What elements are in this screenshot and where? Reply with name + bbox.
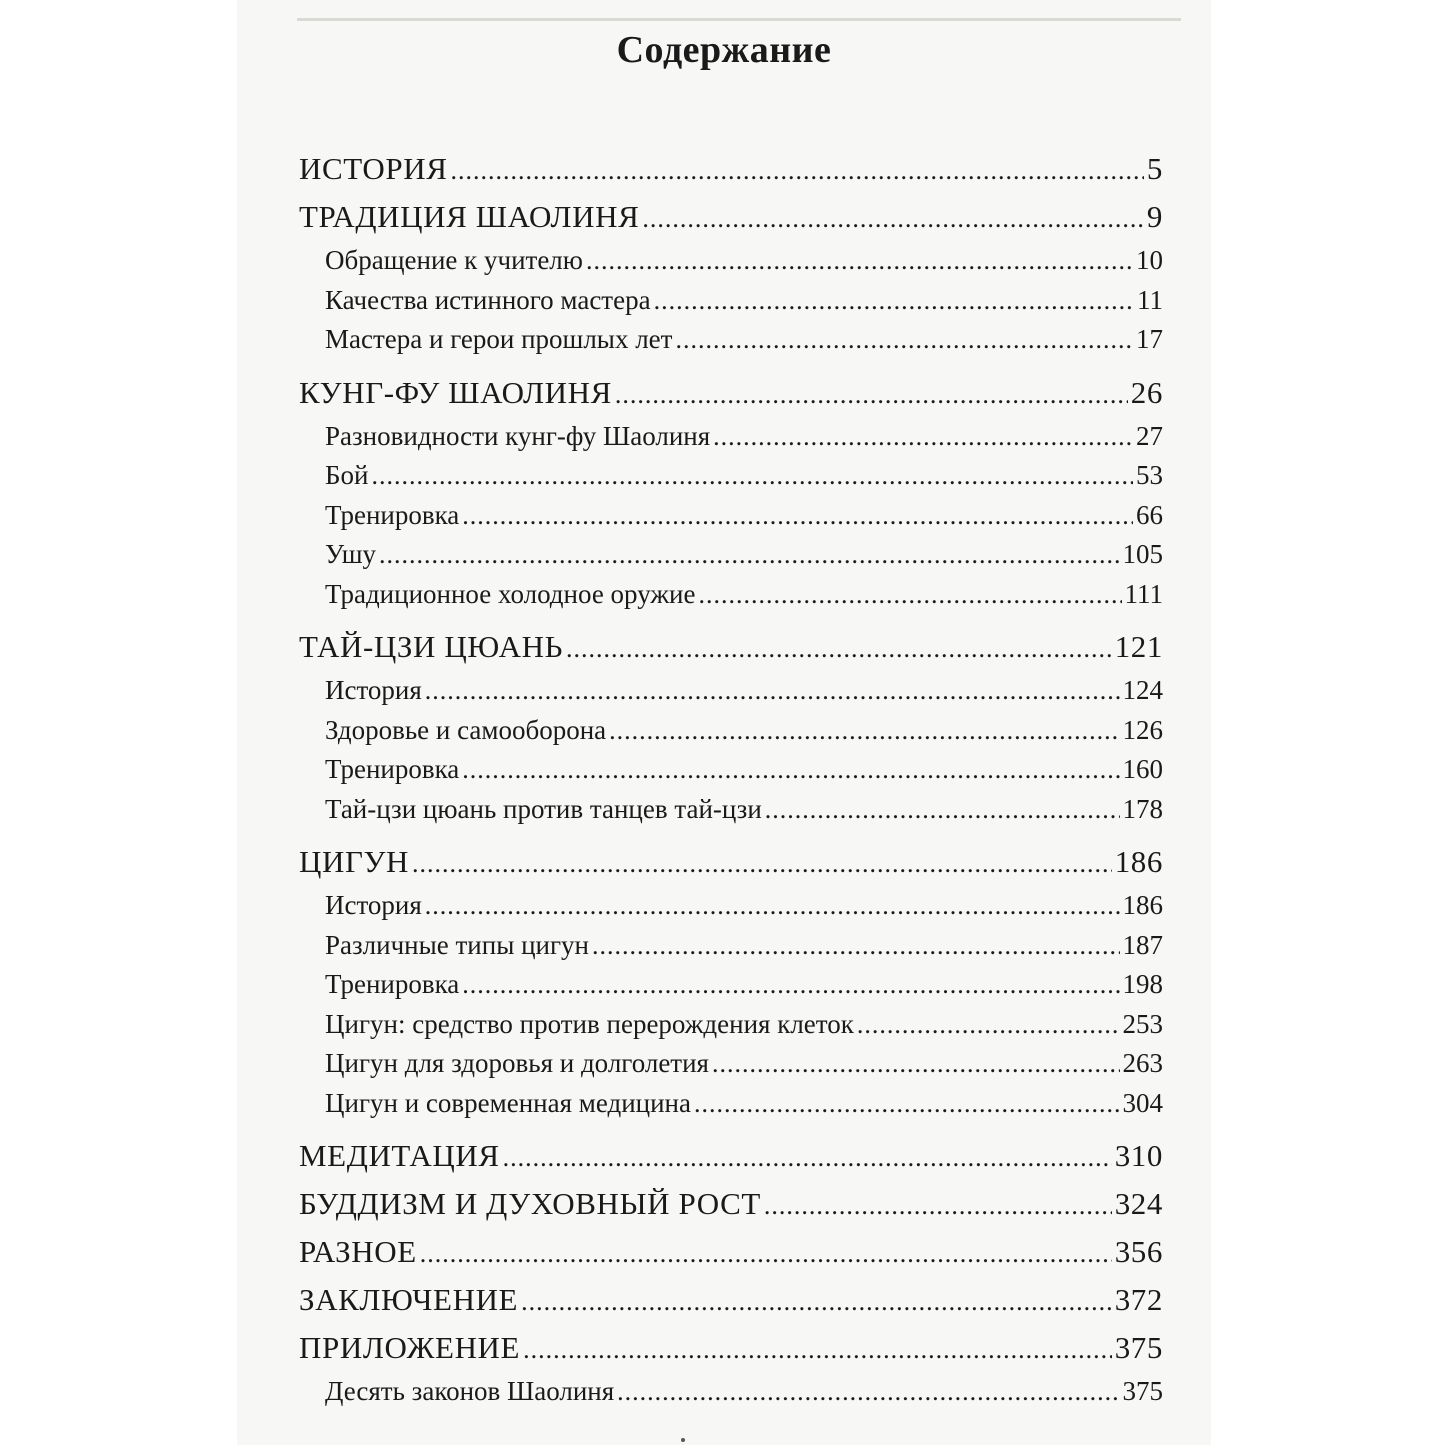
dot-leader <box>617 1372 1119 1412</box>
toc-chapter <box>299 838 1163 886</box>
toc-section <box>299 790 1163 830</box>
toc-section <box>299 281 1163 321</box>
toc-label: История <box>325 890 422 920</box>
toc-label: Обращение к учителю <box>325 245 583 275</box>
dot-leader <box>425 671 1120 711</box>
toc-label: ПРИЛОЖЕНИЕ <box>299 1330 521 1365</box>
toc-section <box>299 886 1163 926</box>
toc-section <box>299 750 1163 790</box>
dot-leader <box>642 195 1144 243</box>
toc-label: Ушу <box>325 539 377 569</box>
toc-page-number: 160 <box>1122 754 1163 784</box>
toc-label: Цигун и современная медицина <box>325 1087 691 1118</box>
toc-page-number: 105 <box>1122 539 1163 569</box>
toc-page-number: 10 <box>1136 245 1163 275</box>
dot-leader <box>503 1134 1112 1182</box>
book-page <box>237 0 1211 1445</box>
dot-leader <box>694 1084 1120 1124</box>
toc-page-number: 253 <box>1122 1008 1163 1039</box>
page-top-rule <box>297 18 1181 21</box>
toc-section <box>299 1084 1163 1124</box>
toc-label: Мастера и герои прошлых лет <box>325 324 673 354</box>
dot-leader <box>712 1044 1120 1084</box>
dot-leader <box>857 1005 1120 1045</box>
toc-page-number: 27 <box>1136 420 1163 451</box>
toc-label: КУНГ-ФУ ШАОЛИНЯ <box>299 374 612 410</box>
toc-label: Бой <box>325 460 369 490</box>
dot-leader <box>450 147 1143 195</box>
toc-page-number: 126 <box>1122 714 1163 745</box>
toc-page-number: 124 <box>1122 675 1163 705</box>
toc-label: Тренировка <box>325 969 460 999</box>
toc-label: Различные типы цигун <box>325 929 590 960</box>
dot-leader <box>462 496 1133 536</box>
toc-chapter <box>299 1324 1163 1372</box>
toc-page-number: 263 <box>1122 1048 1163 1078</box>
toc-chapter <box>299 1180 1163 1228</box>
toc-page-number: 310 <box>1114 1138 1163 1173</box>
toc-page-number: 324 <box>1114 1186 1163 1221</box>
dot-leader <box>379 535 1119 575</box>
toc-section <box>299 496 1163 536</box>
dot-leader <box>654 281 1134 321</box>
toc-label: ЦИГУН <box>299 844 410 879</box>
page-mark-dot <box>681 1438 685 1442</box>
toc-page-number: 375 <box>1114 1330 1163 1365</box>
dot-leader <box>521 1278 1112 1326</box>
toc-label: МЕДИТАЦИЯ <box>299 1138 500 1173</box>
toc-section <box>299 320 1163 360</box>
toc-chapter <box>299 623 1163 671</box>
toc-section <box>299 965 1163 1005</box>
toc-section <box>299 575 1163 615</box>
dot-leader <box>462 965 1119 1005</box>
toc-section <box>299 456 1163 496</box>
page-title: Содержание <box>616 29 832 71</box>
toc-section <box>299 1005 1163 1045</box>
toc-page-number: 17 <box>1136 324 1163 354</box>
toc-section <box>299 1372 1163 1412</box>
toc-label: История <box>325 675 422 705</box>
toc-page-number: 66 <box>1136 499 1163 530</box>
toc-label: Десять законов Шаолиня <box>325 1376 615 1406</box>
dot-leader <box>713 417 1133 457</box>
toc-page-number: 11 <box>1137 284 1163 315</box>
toc-section <box>299 671 1163 711</box>
toc-label: ТАЙ-ЦЗИ ЦЮАНЬ <box>299 629 563 664</box>
dot-leader <box>420 1230 1112 1278</box>
toc-chapter <box>299 1228 1163 1276</box>
toc-chapter <box>299 1132 1163 1180</box>
dot-leader <box>615 371 1128 419</box>
toc-section <box>299 535 1163 575</box>
toc-section <box>299 241 1163 281</box>
toc-page-number: 356 <box>1114 1234 1163 1269</box>
toc-label: ЗАКЛЮЧЕНИЕ <box>299 1282 519 1317</box>
toc-label: РАЗНОЕ <box>299 1234 417 1269</box>
toc-page-number: 375 <box>1122 1376 1163 1406</box>
dot-leader <box>371 456 1133 496</box>
toc-page-number: 9 <box>1146 199 1163 234</box>
table-of-contents <box>299 145 1163 1412</box>
toc-label: Тренировка <box>325 754 460 784</box>
dot-leader <box>592 926 1119 966</box>
toc-label: ИСТОРИЯ <box>299 151 448 186</box>
dot-leader <box>675 320 1133 360</box>
dot-leader <box>523 1326 1112 1374</box>
toc-label: Традиционное холодное оружие <box>325 578 696 609</box>
toc-page-number: 53 <box>1136 460 1163 490</box>
toc-chapter <box>299 145 1163 193</box>
toc-label: Тренировка <box>325 499 460 530</box>
toc-page-number: 26 <box>1130 374 1163 410</box>
dot-leader <box>425 886 1120 926</box>
toc-page-number: 304 <box>1122 1087 1163 1118</box>
dot-leader <box>764 1182 1112 1230</box>
toc-section <box>299 417 1163 457</box>
toc-section <box>299 711 1163 751</box>
toc-label: БУДДИЗМ И ДУХОВНЫЙ РОСТ <box>299 1186 761 1221</box>
toc-chapter <box>299 1276 1163 1324</box>
dot-leader <box>586 241 1133 281</box>
toc-label: ТРАДИЦИЯ ШАОЛИНЯ <box>299 199 640 234</box>
toc-section <box>299 1044 1163 1084</box>
dot-leader <box>412 840 1112 888</box>
toc-label: Тай-цзи цюань против танцев тай-цзи <box>325 793 762 824</box>
dot-leader <box>765 790 1120 830</box>
dot-leader <box>566 625 1112 673</box>
dot-leader <box>698 575 1121 615</box>
toc-page-number: 178 <box>1122 793 1163 824</box>
toc-chapter <box>299 193 1163 241</box>
toc-page-number: 186 <box>1122 890 1163 920</box>
toc-page-number: 187 <box>1122 929 1163 960</box>
toc-page-number: 5 <box>1146 151 1163 186</box>
toc-page-number: 111 <box>1124 578 1163 609</box>
dot-leader <box>609 711 1119 751</box>
toc-page-number: 121 <box>1114 629 1163 664</box>
dot-leader <box>462 750 1119 790</box>
toc-page-number: 198 <box>1122 969 1163 999</box>
toc-section <box>299 926 1163 966</box>
toc-page-number: 372 <box>1114 1282 1163 1317</box>
toc-label: Здоровье и самооборона <box>325 714 607 745</box>
toc-label: Цигун для здоровья и долголетия <box>325 1048 709 1078</box>
toc-chapter <box>299 369 1163 417</box>
toc-page-number: 186 <box>1114 844 1163 879</box>
toc-label: Качества истинного мастера <box>325 284 651 315</box>
toc-label: Цигун: средство против перерождения клеток <box>325 1008 854 1039</box>
toc-label: Разновидности кунг-фу Шаолиня <box>325 420 711 451</box>
